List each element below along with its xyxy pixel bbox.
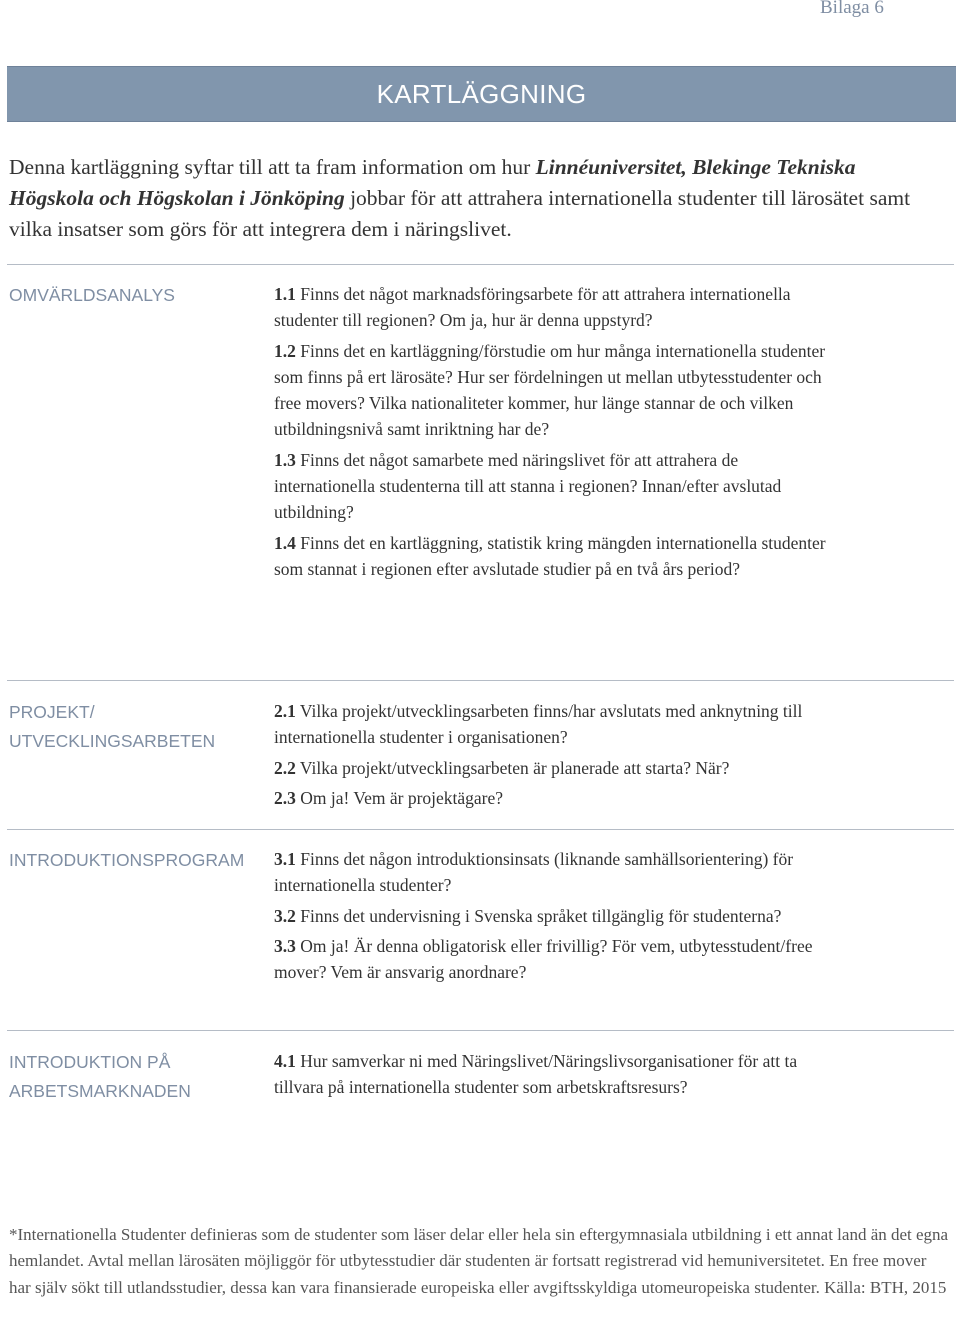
section-label-projekt (9, 698, 249, 756)
question-1-2 (274, 338, 834, 443)
section-label-line: INTRODUKTION PÅ (9, 1052, 171, 1072)
question-text: Finns det något marknadsföringsarbete för att attrahera internationella studenter till regionen? Om ja, hur är denna uppstyrd? (274, 284, 791, 331)
question-4-1 (274, 1048, 834, 1101)
question-number: 2.3 (274, 787, 296, 808)
section-label-line: ARBETSMARKNADEN (9, 1081, 191, 1101)
question-number: 4.1 (274, 1051, 296, 1071)
intro-text-start: Denna kartläggning syftar till att ta fram information om hur (9, 155, 536, 179)
title-banner (7, 66, 956, 122)
footnote: *Internationella Studenter definieras som de studenter som läser delar eller hela sin eftergymnasiala utbildning i ett annat land än det egna hemlandet. Avtal mellan lärosäten möjliggör för utbytesstudier där studenten är fortsatt registrerad vid hemuniversitetet. En free mover har själv sökt till utlandsstudier, dessa kan vara finansierade europeiska eller avgiftsskyldiga utomeuropeiska studenter. Källa: BTH, 2015 (9, 1225, 949, 1297)
question-text: Finns det en kartläggning, statistik kring mängden internationella studenter som stannat i regionen efter avslutade studier på en två års period? (274, 532, 826, 579)
question-number: 1.2 (274, 340, 296, 361)
section-label-line: PROJEKT/ (9, 702, 95, 722)
question-text: Finns det en kartläggning/förstudie om hur många internationella studenter som finns på ert lärosäte? Hur ser fördelningen ut mellan utbytesstudenter och free movers? Vilka nationaliteter kommer, hur länge stannar de och vilken utbildningsnivå samt inriktning har de? (274, 340, 826, 440)
section-questions-2 (274, 698, 834, 815)
question-text: Om ja! Är denna obligatorisk eller frivillig? För vem, utbytesstudent/free mover? Vem är ansvarig anordnare? (274, 935, 813, 983)
question-1-4 (274, 530, 834, 583)
question-number: 2.2 (274, 757, 296, 778)
section-divider (7, 264, 954, 265)
appendix-label: Bilaga 6 (820, 0, 884, 18)
question-3-3 (274, 933, 834, 986)
page-title: KARTLÄGGNING (376, 78, 587, 109)
intro-paragraph (9, 152, 929, 245)
question-3-1 (274, 846, 834, 899)
intro-institutions: Linnéuniversitet, Blekinge Tekniska Högskola och Högskolan i Jönköping (9, 155, 856, 210)
question-2-2 (274, 755, 834, 781)
question-number: 3.3 (274, 935, 296, 956)
question-text: Finns det något samarbete med näringslivet för att attrahera de internationella studenterna till att stanna i regionen? Innan/efter avslutad utbildning? (274, 449, 782, 523)
question-3-2 (274, 903, 834, 929)
question-text: Finns det undervisning i Svenska språket tillgänglig för studenterna? (295, 905, 782, 926)
section-label-arbetsmarknaden (9, 1048, 249, 1106)
question-1-1 (274, 281, 834, 334)
question-number: 3.2 (274, 905, 296, 926)
question-number: 1.3 (274, 449, 296, 470)
section-divider (7, 1030, 954, 1031)
question-number: 1.4 (274, 532, 296, 553)
section-label-line: UTVECKLINGSARBETEN (9, 731, 216, 751)
question-text: Finns det någon introduktionsinsats (liknande samhällsorientering) för internationella studenter? (274, 849, 794, 896)
section-questions-3 (274, 846, 834, 989)
question-number: 1.1 (274, 284, 296, 304)
question-number: 3.1 (274, 849, 296, 869)
section-label-omvarldsanalys: OMVÄRLDSANALYS (9, 285, 175, 305)
question-1-3 (274, 447, 834, 526)
question-text: Om ja! Vem är projektägare? (295, 787, 504, 808)
question-number: 2.1 (274, 701, 296, 721)
section-questions-4 (274, 1048, 834, 1105)
question-2-3 (274, 785, 834, 811)
question-text: Vilka projekt/utvecklingsarbeten är planerade att starta? När? (295, 757, 730, 778)
section-questions-1 (274, 281, 834, 586)
question-text: Vilka projekt/utvecklingsarbeten finns/har avslutats med anknytning till internationella studenter i organisationen? (274, 701, 803, 748)
section-divider (7, 680, 954, 681)
question-text: Hur samverkar ni med Näringslivet/Näringslivsorganisationer för att ta tillvara på internationella studenter som arbetskraftsresurs? (274, 1051, 798, 1098)
intro-text-end: jobbar för att attrahera internationella studenter till lärosätet samt vilka insatser som görs för att integrera dem i näringslivet. (9, 186, 911, 241)
section-divider (7, 829, 954, 830)
section-label-introduktionsprogram: INTRODUKTIONSPROGRAM (9, 850, 245, 870)
question-2-1 (274, 698, 834, 751)
